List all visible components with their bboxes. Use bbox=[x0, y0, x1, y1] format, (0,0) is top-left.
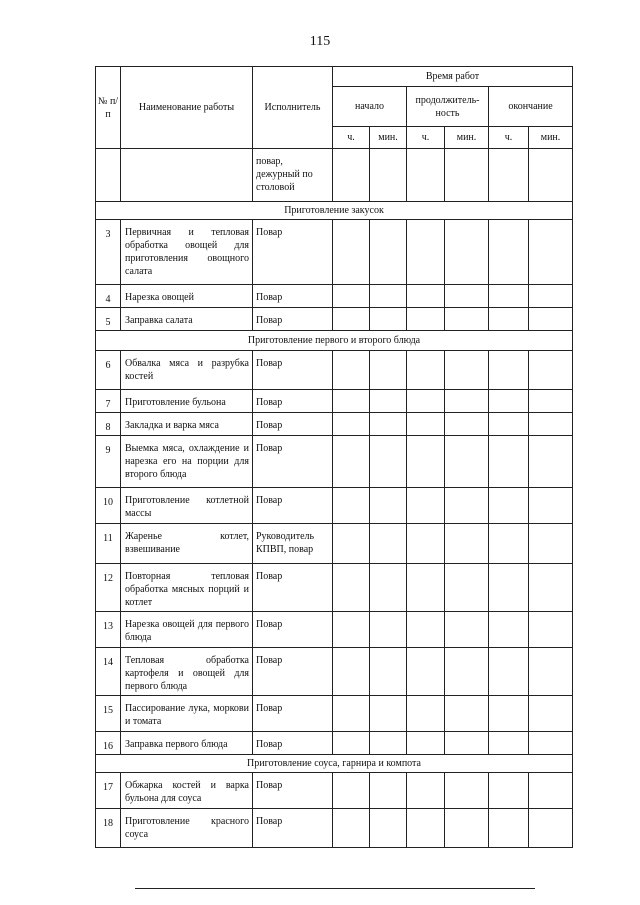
time-cell-duration-hours bbox=[407, 524, 445, 564]
time-cell-start-hours bbox=[333, 413, 370, 436]
time-cell-end-minutes bbox=[529, 351, 573, 390]
work-name: Приготовление котлетной массы bbox=[121, 488, 253, 524]
time-cell-duration-hours bbox=[407, 564, 445, 612]
time-cell-start-minutes bbox=[370, 773, 407, 809]
time-cell-start-hours bbox=[333, 390, 370, 413]
time-cell-start-hours bbox=[333, 696, 370, 732]
time-cell-duration-minutes bbox=[445, 220, 489, 285]
time-cell-start-minutes bbox=[370, 413, 407, 436]
time-cell-end-minutes bbox=[529, 809, 573, 848]
time-cell-end-hours bbox=[489, 149, 529, 202]
time-cell-end-hours bbox=[489, 809, 529, 848]
row-number: 14 bbox=[96, 648, 121, 696]
time-cell-duration-minutes bbox=[445, 648, 489, 696]
time-cell-duration-minutes bbox=[445, 564, 489, 612]
time-cell-duration-minutes bbox=[445, 413, 489, 436]
time-cell-end-hours bbox=[489, 285, 529, 308]
table-row bbox=[96, 488, 573, 524]
time-cell-end-hours bbox=[489, 351, 529, 390]
row-number: 6 bbox=[96, 351, 121, 390]
header-start: начало bbox=[333, 87, 407, 127]
time-cell-end-hours bbox=[489, 773, 529, 809]
executor: Повар bbox=[253, 308, 333, 331]
work-name: Тепловая обработка картофеля и овощей для первого блюда bbox=[121, 648, 253, 696]
time-cell-duration-hours bbox=[407, 436, 445, 488]
time-cell-end-minutes bbox=[529, 612, 573, 648]
time-cell-end-minutes bbox=[529, 732, 573, 755]
time-cell-start-minutes bbox=[370, 149, 407, 202]
time-cell-end-minutes bbox=[529, 390, 573, 413]
table-row bbox=[96, 390, 573, 413]
table-row bbox=[96, 564, 573, 612]
time-cell-start-hours bbox=[333, 809, 370, 848]
time-cell-start-minutes bbox=[370, 809, 407, 848]
time-cell-end-hours bbox=[489, 648, 529, 696]
time-cell-start-hours bbox=[333, 436, 370, 488]
section-row bbox=[96, 202, 573, 220]
time-cell-duration-minutes bbox=[445, 612, 489, 648]
time-cell-start-minutes bbox=[370, 285, 407, 308]
time-cell-end-minutes bbox=[529, 220, 573, 285]
header-end: окончание bbox=[489, 87, 573, 127]
row-number: 7 bbox=[96, 390, 121, 413]
time-cell-duration-hours bbox=[407, 413, 445, 436]
time-cell-start-minutes bbox=[370, 648, 407, 696]
time-cell-duration-minutes bbox=[445, 390, 489, 413]
header-executor: Исполнитель bbox=[253, 67, 333, 149]
time-cell-start-hours bbox=[333, 285, 370, 308]
time-cell-end-minutes bbox=[529, 696, 573, 732]
table-row bbox=[96, 436, 573, 488]
row-number: 18 bbox=[96, 809, 121, 848]
time-cell-duration-hours bbox=[407, 220, 445, 285]
time-cell-end-minutes bbox=[529, 564, 573, 612]
row-number: 10 bbox=[96, 488, 121, 524]
time-cell-end-hours bbox=[489, 220, 529, 285]
time-cell-end-hours bbox=[489, 696, 529, 732]
time-cell-start-hours bbox=[333, 612, 370, 648]
executor: Руководитель КПВП, повар bbox=[253, 524, 333, 564]
row-number: 12 bbox=[96, 564, 121, 612]
executor: Повар bbox=[253, 648, 333, 696]
time-cell-end-hours bbox=[489, 612, 529, 648]
time-cell-start-minutes bbox=[370, 390, 407, 413]
table-row bbox=[96, 308, 573, 331]
header-end-minutes: мин. bbox=[529, 127, 573, 149]
work-name: Обвалка мяса и разрубка костей bbox=[121, 351, 253, 390]
row-number: 5 bbox=[96, 308, 121, 331]
table-row bbox=[96, 351, 573, 390]
time-cell-end-minutes bbox=[529, 285, 573, 308]
row-number: 11 bbox=[96, 524, 121, 564]
time-cell-duration-hours bbox=[407, 696, 445, 732]
table-row bbox=[96, 413, 573, 436]
time-cell-start-hours bbox=[333, 564, 370, 612]
table-row bbox=[96, 524, 573, 564]
bottom-rule bbox=[135, 888, 535, 889]
time-cell-duration-hours bbox=[407, 308, 445, 331]
time-cell-end-hours bbox=[489, 488, 529, 524]
table-row bbox=[96, 773, 573, 809]
time-cell-start-minutes bbox=[370, 220, 407, 285]
time-cell-end-minutes bbox=[529, 149, 573, 202]
time-cell-end-hours bbox=[489, 308, 529, 331]
time-cell-duration-minutes bbox=[445, 488, 489, 524]
row-number bbox=[96, 149, 121, 202]
header-work-name: Наименование работы bbox=[121, 67, 253, 149]
table-row bbox=[96, 285, 573, 308]
executor: Повар bbox=[253, 488, 333, 524]
time-cell-duration-minutes bbox=[445, 436, 489, 488]
work-name: Приготовление бульона bbox=[121, 390, 253, 413]
time-cell-start-minutes bbox=[370, 732, 407, 755]
executor: повар, дежурный по столовой bbox=[253, 149, 333, 202]
time-cell-duration-minutes bbox=[445, 732, 489, 755]
time-cell-end-minutes bbox=[529, 524, 573, 564]
work-schedule-table bbox=[95, 66, 573, 848]
executor: Повар bbox=[253, 413, 333, 436]
table-row bbox=[96, 696, 573, 732]
time-cell-end-hours bbox=[489, 413, 529, 436]
time-cell-end-hours bbox=[489, 524, 529, 564]
work-name: Закладка и варка мяса bbox=[121, 413, 253, 436]
time-cell-start-minutes bbox=[370, 488, 407, 524]
row-number: 4 bbox=[96, 285, 121, 308]
time-cell-duration-hours bbox=[407, 351, 445, 390]
time-cell-duration-hours bbox=[407, 285, 445, 308]
time-cell-start-hours bbox=[333, 773, 370, 809]
executor: Повар bbox=[253, 809, 333, 848]
executor: Повар bbox=[253, 351, 333, 390]
row-number: 16 bbox=[96, 732, 121, 755]
time-cell-end-minutes bbox=[529, 773, 573, 809]
work-name: Обжарка костей и варка бульона для соуса bbox=[121, 773, 253, 809]
time-cell-duration-minutes bbox=[445, 773, 489, 809]
time-cell-start-hours bbox=[333, 732, 370, 755]
executor: Повар bbox=[253, 285, 333, 308]
table-row bbox=[96, 612, 573, 648]
executor: Повар bbox=[253, 732, 333, 755]
header-start-hours: ч. bbox=[333, 127, 370, 149]
header-duration-hours: ч. bbox=[407, 127, 445, 149]
row-number: 8 bbox=[96, 413, 121, 436]
time-cell-start-hours bbox=[333, 488, 370, 524]
row-number: 3 bbox=[96, 220, 121, 285]
time-cell-duration-minutes bbox=[445, 308, 489, 331]
section-row bbox=[96, 331, 573, 351]
time-cell-start-hours bbox=[333, 648, 370, 696]
time-cell-start-minutes bbox=[370, 351, 407, 390]
time-cell-duration-hours bbox=[407, 612, 445, 648]
time-cell-end-minutes bbox=[529, 436, 573, 488]
work-name: Первичная и тепловая обработка овощей для приготовления овощного салата bbox=[121, 220, 253, 285]
executor: Повар bbox=[253, 220, 333, 285]
work-name: Заправка первого блюда bbox=[121, 732, 253, 755]
time-cell-duration-hours bbox=[407, 648, 445, 696]
work-name: Повторная тепловая обработка мясных порций и котлет bbox=[121, 564, 253, 612]
time-cell-end-hours bbox=[489, 390, 529, 413]
header-duration: продолжитель-ность bbox=[407, 87, 489, 127]
header-num: № п/п bbox=[96, 67, 121, 149]
time-cell-duration-hours bbox=[407, 390, 445, 413]
time-cell-duration-hours bbox=[407, 732, 445, 755]
header-time: Время работ bbox=[333, 67, 573, 87]
time-cell-start-minutes bbox=[370, 524, 407, 564]
row-number: 17 bbox=[96, 773, 121, 809]
section-title: Приготовление закусок bbox=[96, 202, 573, 220]
executor: Повар bbox=[253, 612, 333, 648]
table-row bbox=[96, 732, 573, 755]
time-cell-duration-minutes bbox=[445, 285, 489, 308]
work-name: Нарезка овощей bbox=[121, 285, 253, 308]
time-cell-end-minutes bbox=[529, 308, 573, 331]
header-start-minutes: мин. bbox=[370, 127, 407, 149]
time-cell-start-minutes bbox=[370, 436, 407, 488]
time-cell-start-hours bbox=[333, 149, 370, 202]
time-cell-duration-minutes bbox=[445, 524, 489, 564]
header-duration-minutes: мин. bbox=[445, 127, 489, 149]
time-cell-start-minutes bbox=[370, 612, 407, 648]
work-name: Выемка мяса, охлаждение и нарезка его на порции для второго блюда bbox=[121, 436, 253, 488]
table-body bbox=[96, 149, 573, 848]
time-cell-duration-hours bbox=[407, 809, 445, 848]
table-row bbox=[96, 220, 573, 285]
work-name bbox=[121, 149, 253, 202]
section-title: Приготовление первого и второго блюда bbox=[96, 331, 573, 351]
time-cell-duration-minutes bbox=[445, 809, 489, 848]
executor: Повар bbox=[253, 696, 333, 732]
time-cell-start-minutes bbox=[370, 564, 407, 612]
time-cell-end-minutes bbox=[529, 413, 573, 436]
time-cell-start-minutes bbox=[370, 308, 407, 331]
time-cell-start-hours bbox=[333, 351, 370, 390]
time-cell-start-minutes bbox=[370, 696, 407, 732]
time-cell-duration-hours bbox=[407, 149, 445, 202]
time-cell-duration-hours bbox=[407, 488, 445, 524]
time-cell-end-hours bbox=[489, 732, 529, 755]
work-name: Заправка салата bbox=[121, 308, 253, 331]
time-cell-start-hours bbox=[333, 308, 370, 331]
executor: Повар bbox=[253, 564, 333, 612]
time-cell-start-hours bbox=[333, 524, 370, 564]
table-row bbox=[96, 149, 573, 202]
header-end-hours: ч. bbox=[489, 127, 529, 149]
work-name: Пассирование лука, моркови и томата bbox=[121, 696, 253, 732]
time-cell-start-hours bbox=[333, 220, 370, 285]
row-number: 15 bbox=[96, 696, 121, 732]
time-cell-end-hours bbox=[489, 436, 529, 488]
time-cell-duration-minutes bbox=[445, 351, 489, 390]
time-cell-end-minutes bbox=[529, 488, 573, 524]
page-number: 115 bbox=[309, 34, 331, 49]
time-cell-duration-hours bbox=[407, 773, 445, 809]
time-cell-end-minutes bbox=[529, 648, 573, 696]
work-name: Приготовление красного соуса bbox=[121, 809, 253, 848]
row-number: 13 bbox=[96, 612, 121, 648]
time-cell-duration-minutes bbox=[445, 696, 489, 732]
work-name: Нарезка овощей для первого блюда bbox=[121, 612, 253, 648]
time-cell-end-hours bbox=[489, 564, 529, 612]
executor: Повар bbox=[253, 773, 333, 809]
table-row bbox=[96, 809, 573, 848]
executor: Повар bbox=[253, 436, 333, 488]
time-cell-duration-minutes bbox=[445, 149, 489, 202]
section-title: Приготовление соуса, гарнира и компота bbox=[96, 755, 573, 773]
section-row bbox=[96, 755, 573, 773]
executor: Повар bbox=[253, 390, 333, 413]
work-name: Жаренье котлет, взвешивание bbox=[121, 524, 253, 564]
row-number: 9 bbox=[96, 436, 121, 488]
table-row bbox=[96, 648, 573, 696]
